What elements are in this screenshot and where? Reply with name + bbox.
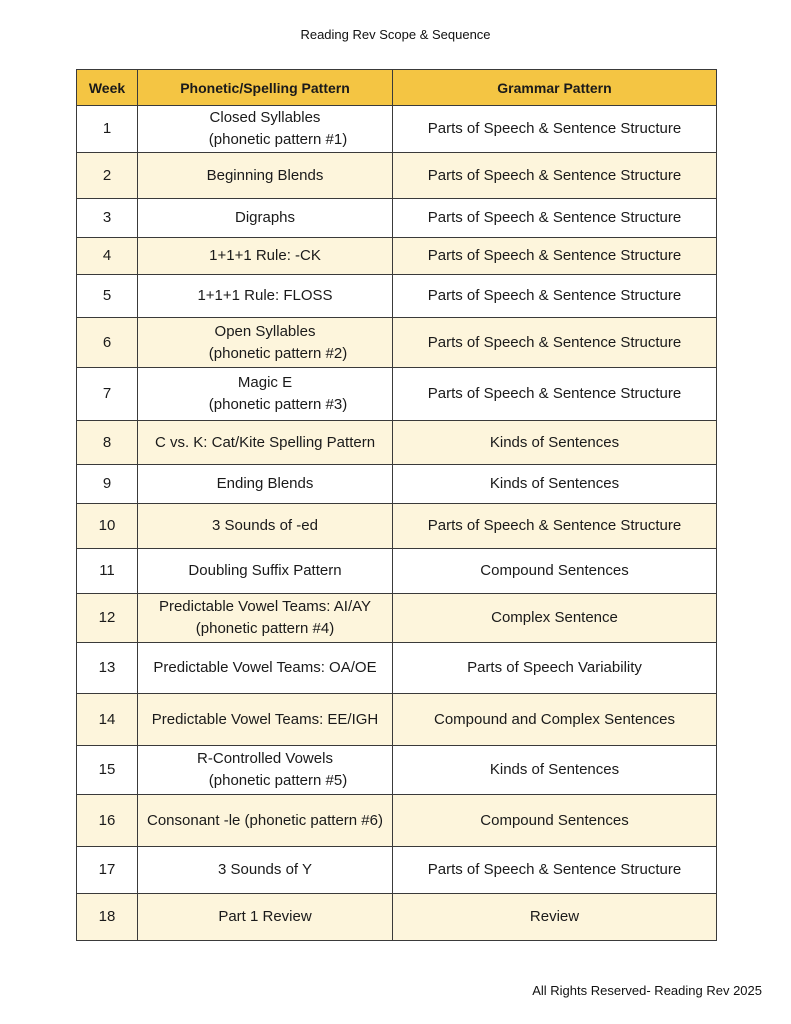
- week-cell: 16: [77, 795, 138, 847]
- week-cell: 4: [77, 238, 138, 275]
- table-row: [77, 465, 717, 504]
- header-grammar-pattern: Grammar Pattern: [393, 70, 717, 106]
- grammar-cell: Complex Sentence: [393, 594, 717, 643]
- week-cell: 5: [77, 275, 138, 318]
- table-row: [77, 421, 717, 465]
- week-cell: 9: [77, 465, 138, 504]
- phonetic-cell: Beginning Blends: [138, 153, 393, 199]
- week-cell: 3: [77, 199, 138, 238]
- grammar-cell: Parts of Speech & Sentence Structure: [393, 847, 717, 894]
- phonetic-line: Open Syllables: [214, 322, 316, 340]
- header-week: Week: [77, 70, 138, 106]
- phonetic-cell: C vs. K: Cat/Kite Spelling Pattern: [138, 421, 393, 465]
- grammar-cell: Kinds of Sentences: [393, 746, 717, 795]
- table-row: [77, 594, 717, 643]
- phonetic-cell: Ending Blends: [138, 465, 393, 504]
- grammar-cell: Compound Sentences: [393, 795, 717, 847]
- header-phonetic-pattern: Phonetic/Spelling Pattern: [138, 70, 393, 106]
- table-row: [77, 643, 717, 694]
- phonetic-cell: 1+1+1 Rule: -CK: [138, 238, 393, 275]
- scope-sequence-table: [76, 69, 717, 941]
- copyright-footer: All Rights Reserved- Reading Rev 2025: [532, 983, 762, 998]
- grammar-cell: Parts of Speech & Sentence Structure: [393, 199, 717, 238]
- week-cell: 10: [77, 504, 138, 549]
- phonetic-cell: Predictable Vowel Teams: OA/OE: [138, 643, 393, 694]
- phonetic-cell: Doubling Suffix Pattern: [138, 549, 393, 594]
- phonetic-cell: Consonant -le (phonetic pattern #6): [138, 795, 393, 847]
- phonetic-cell: 1+1+1 Rule: FLOSS: [138, 275, 393, 318]
- week-cell: 13: [77, 643, 138, 694]
- week-cell: 18: [77, 894, 138, 941]
- week-cell: 14: [77, 694, 138, 746]
- table-row: [77, 746, 717, 795]
- grammar-cell: Parts of Speech & Sentence Structure: [393, 238, 717, 275]
- grammar-cell: Parts of Speech & Sentence Structure: [393, 368, 717, 421]
- grammar-cell: Kinds of Sentences: [393, 465, 717, 504]
- grammar-cell: Parts of Speech & Sentence Structure: [393, 504, 717, 549]
- week-cell: 2: [77, 153, 138, 199]
- week-cell: 17: [77, 847, 138, 894]
- phonetic-cell: Predictable Vowel Teams: EE/IGH: [138, 694, 393, 746]
- phonetic-line: (phonetic pattern #5): [208, 772, 348, 789]
- phonetic-cell: 3 Sounds of Y: [138, 847, 393, 894]
- table-row: [77, 504, 717, 549]
- phonetic-line: (phonetic pattern #2): [208, 344, 348, 362]
- grammar-cell: Parts of Speech & Sentence Structure: [393, 153, 717, 199]
- week-cell: 7: [77, 368, 138, 421]
- grammar-cell: Parts of Speech & Sentence Structure: [393, 275, 717, 318]
- week-cell: 8: [77, 421, 138, 465]
- table-row: [77, 894, 717, 941]
- grammar-cell: Parts of Speech & Sentence Structure: [393, 318, 717, 368]
- week-cell: 6: [77, 318, 138, 368]
- week-cell: 1: [77, 106, 138, 153]
- table-row: [77, 368, 717, 421]
- grammar-cell: Compound and Complex Sentences: [393, 694, 717, 746]
- phonetic-cell: [138, 318, 393, 368]
- week-cell: 11: [77, 549, 138, 594]
- phonetic-cell: Predictable Vowel Teams: AI/AY (phonetic pattern #4): [138, 594, 393, 643]
- grammar-cell: Kinds of Sentences: [393, 421, 717, 465]
- table-row: [77, 199, 717, 238]
- grammar-cell: Review: [393, 894, 717, 941]
- table-row: [77, 549, 717, 594]
- table-row: [77, 795, 717, 847]
- table-row: [77, 318, 717, 368]
- table-row: [77, 275, 717, 318]
- week-cell: 15: [77, 746, 138, 795]
- phonetic-cell: Digraphs: [138, 199, 393, 238]
- table-row: [77, 694, 717, 746]
- phonetic-cell: Part 1 Review: [138, 894, 393, 941]
- week-cell: 12: [77, 594, 138, 643]
- page-title: Reading Rev Scope & Sequence: [300, 27, 491, 42]
- phonetic-cell: 3 Sounds of -ed: [138, 504, 393, 549]
- grammar-cell: Compound Sentences: [393, 549, 717, 594]
- phonetic-line: (phonetic pattern #3): [208, 396, 348, 413]
- phonetic-cell: [138, 368, 393, 421]
- phonetic-line: (phonetic pattern #1): [208, 131, 348, 148]
- grammar-cell: Parts of Speech & Sentence Structure: [393, 106, 717, 153]
- table-header-row: [77, 70, 717, 106]
- phonetic-line: R-Controlled Vowels: [197, 750, 333, 767]
- grammar-cell: Parts of Speech Variability: [393, 643, 717, 694]
- table-row: [77, 106, 717, 153]
- phonetic-cell: [138, 746, 393, 795]
- phonetic-line: Magic E: [237, 374, 293, 391]
- table-row: [77, 153, 717, 199]
- phonetic-cell: [138, 106, 393, 153]
- table-row: [77, 847, 717, 894]
- table-row: [77, 238, 717, 275]
- phonetic-line: Closed Syllables: [209, 109, 321, 126]
